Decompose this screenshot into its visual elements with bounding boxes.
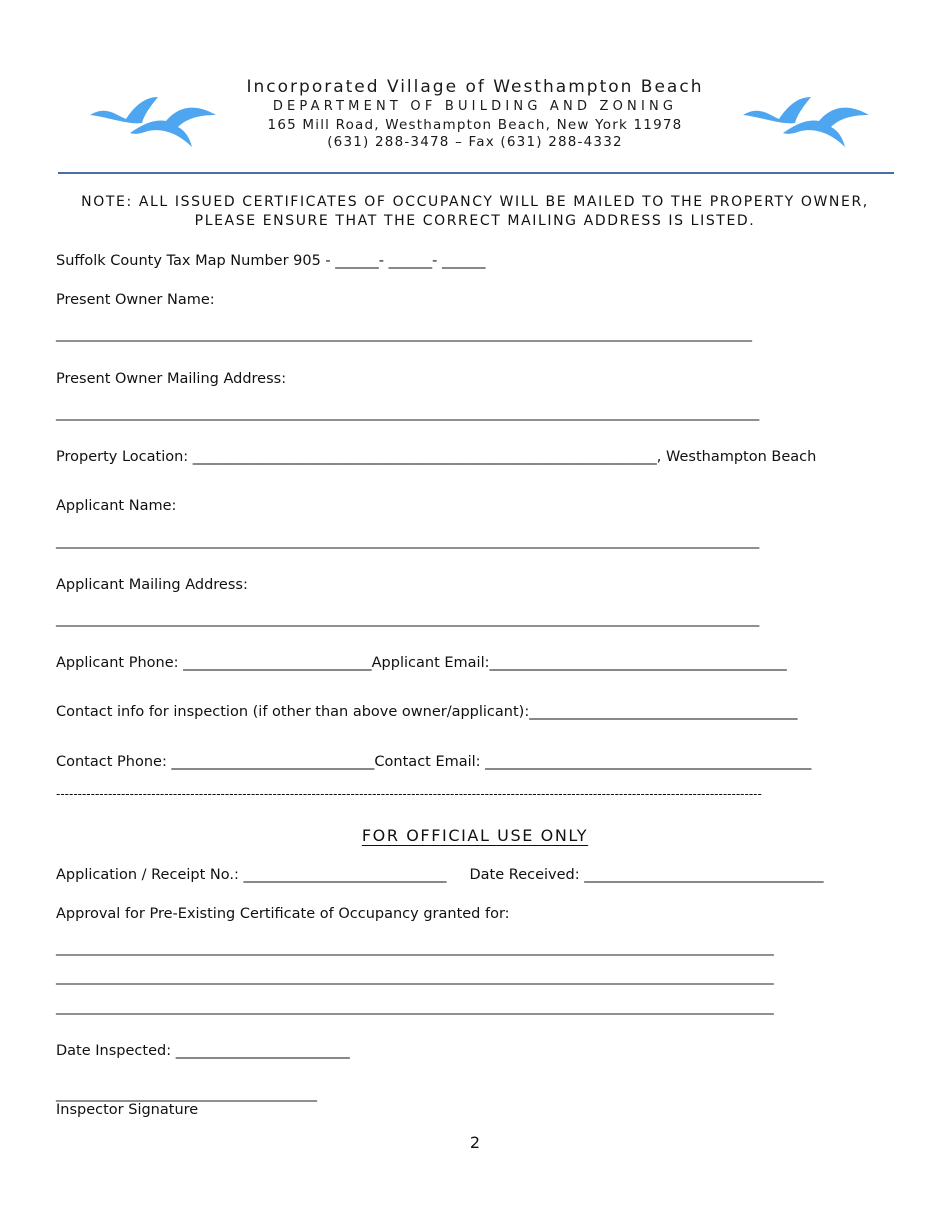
approval-line-1[interactable]: ___________________________________________________________________________________________________ — [56, 940, 774, 956]
approval-line-3[interactable]: ___________________________________________________________________________________________________ — [56, 999, 774, 1015]
contact-phone-email-field[interactable]: Contact Phone: ____________________________Contact Email: _____________________________________________ — [56, 754, 812, 770]
department-phone-fax: (631) 288-3478 – Fax (631) 288-4332 — [327, 134, 623, 150]
official-use-heading: FOR OFFICIAL USE ONLY — [361, 826, 589, 845]
page-number: 2 — [469, 1133, 481, 1152]
property-location-field[interactable]: Property Location: ________________________________________________________________, Westhampton Beach — [56, 449, 817, 465]
tax-map-number-field[interactable]: Suffolk County Tax Map Number 905 - ______- ______- ______ — [56, 253, 486, 269]
applicant-name-label: Applicant Name: — [56, 498, 177, 514]
applicant-address-label: Applicant Mailing Address: — [56, 577, 248, 593]
applicant-name-line[interactable]: _________________________________________________________________________________________________ — [56, 533, 760, 549]
department-address: 165 Mill Road, Westhampton Beach, New York 11978 — [267, 117, 683, 133]
village-title: Incorporated Village of Westhampton Beach — [246, 77, 704, 97]
mailing-note-line-1: NOTE: ALL ISSUED CERTIFICATES OF OCCUPANCY WILL BE MAILED TO THE PROPERTY OWNER, — [81, 194, 869, 210]
mailing-note-line-2: PLEASE ENSURE THAT THE CORRECT MAILING ADDRESS IS LISTED. — [194, 213, 756, 229]
receipt-date-received-field[interactable]: Application / Receipt No.: ____________________________ Date Received: _________________________________ — [56, 867, 824, 883]
approval-line-2[interactable]: ___________________________________________________________________________________________________ — [56, 969, 774, 985]
owner-address-label: Present Owner Mailing Address: — [56, 371, 287, 387]
section-separator: ------------------------------------------------------------------------------------------------------------------------------------------------------------------- — [56, 787, 762, 801]
header-divider — [58, 172, 894, 174]
date-inspected-field[interactable]: Date Inspected: ________________________ — [56, 1043, 350, 1059]
approval-label: Approval for Pre-Existing Certificate of Occupancy granted for: — [56, 906, 510, 922]
applicant-phone-email-field[interactable]: Applicant Phone: __________________________Applicant Email:_________________________________________ — [56, 655, 787, 671]
inspection-contact-field[interactable]: Contact info for inspection (if other than above owner/applicant):_____________________________________ — [56, 704, 798, 720]
inspector-signature-label: Inspector Signature — [56, 1102, 199, 1118]
department-name: DEPARTMENT OF BUILDING AND ZONING — [272, 99, 678, 114]
owner-address-line[interactable]: _________________________________________________________________________________________________ — [56, 405, 760, 421]
owner-name-label: Present Owner Name: — [56, 292, 215, 308]
inspector-signature-line[interactable]: ____________________________________ — [56, 1086, 317, 1102]
owner-name-line[interactable]: ________________________________________________________________________________________________ — [56, 326, 752, 342]
applicant-address-line[interactable]: _________________________________________________________________________________________________ — [56, 611, 760, 627]
